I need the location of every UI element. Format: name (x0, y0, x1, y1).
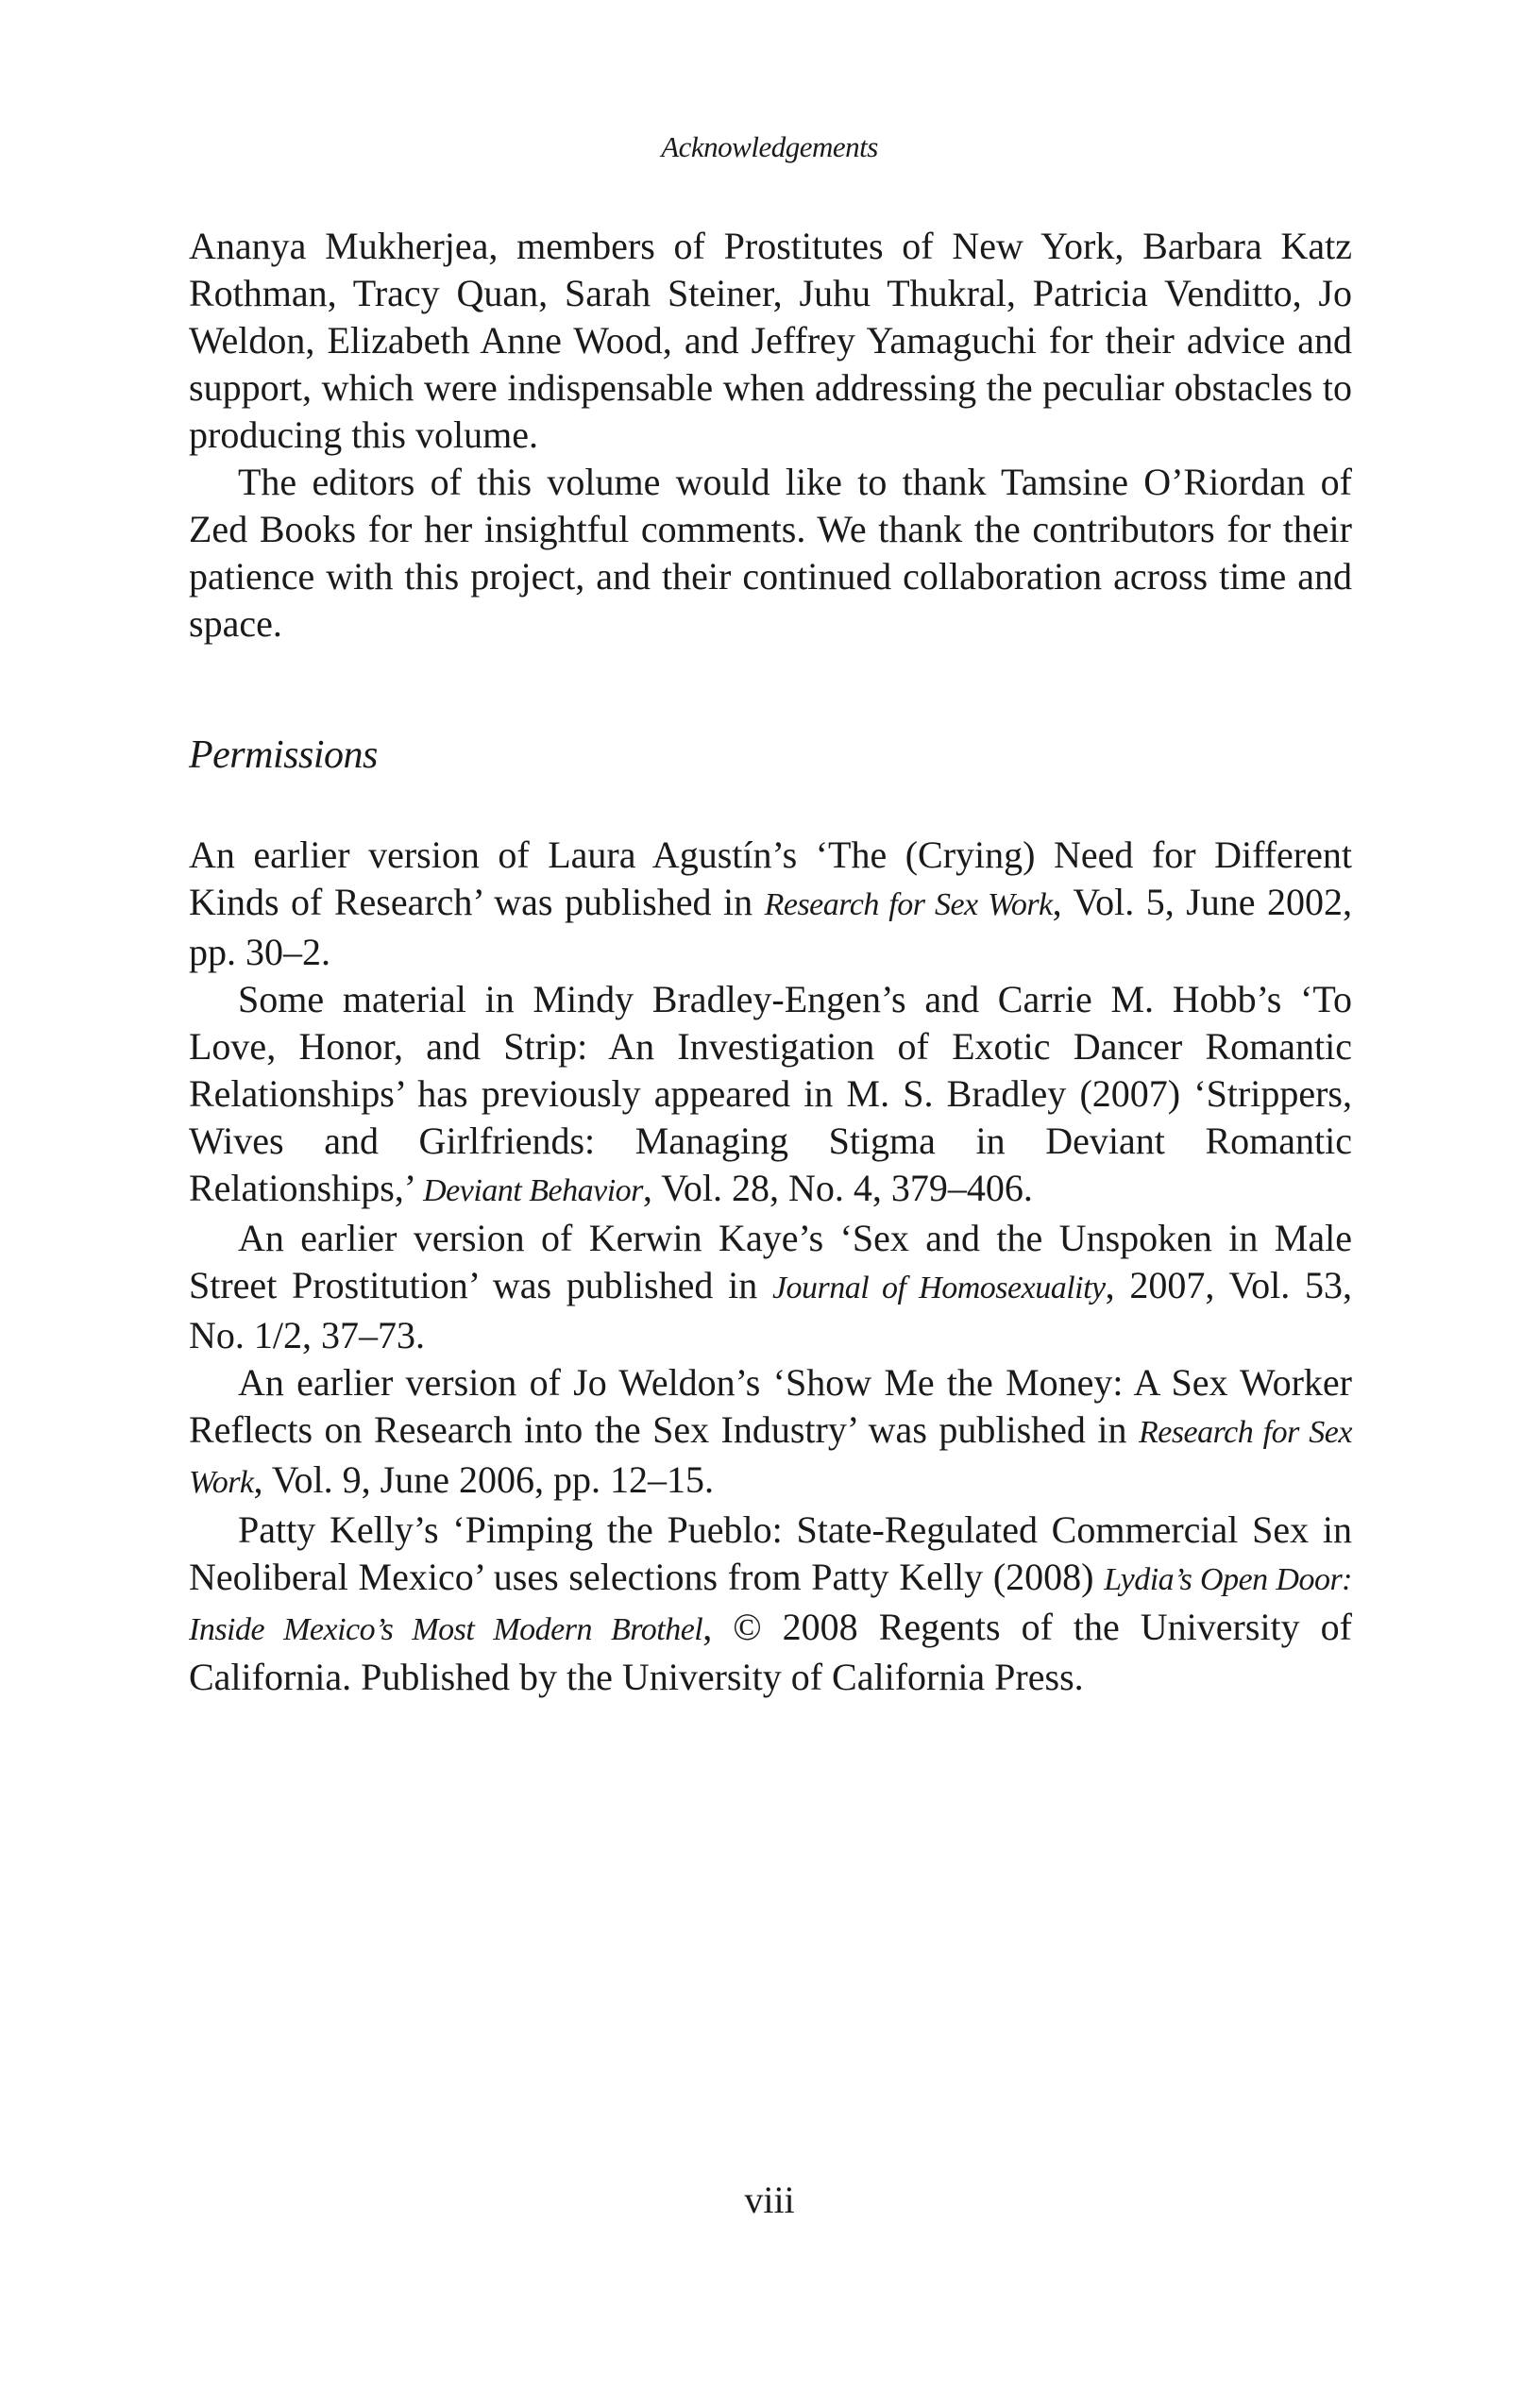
publication-title: Research for Sex Work (189, 1415, 1352, 1500)
running-head: Acknowledgements (661, 130, 878, 163)
permission-text: , Vol. 28, No. 4, 379–406. (642, 1167, 1033, 1209)
acknowledgements-paragraph: The editors of this volume would like to thank Tamsine O’Riordan of Zed Books for her insightful comments. We thank the contributors for their patience with this project, and their continued collaboration across time and space. (189, 461, 1352, 645)
publication-title: Deviant Behavior (423, 1173, 643, 1208)
permission-paragraph (189, 1507, 1352, 1701)
permission-text: , 2007, Vol. 53, No. 1/2, 37–73. (189, 1264, 1353, 1356)
permission-text: , © 2008 Regents of the University of California. Published by the University of California Press. (189, 1606, 1353, 1698)
page-number: viii (744, 2179, 795, 2221)
permission-paragraph (189, 832, 1352, 976)
publication-title: Research for Sex Work (764, 887, 1053, 922)
permission-text: An earlier version of Kerwin Kaye’s ‘Sex and the Unspoken in Male Street Prostitution’ was published in (189, 1217, 1352, 1306)
acknowledgements-text (189, 223, 1352, 648)
permission-text: , Vol. 5, June 2002, pp. 30–2. (189, 881, 1353, 973)
section-heading-permissions: Permissions (189, 733, 378, 777)
permission-paragraph (189, 1359, 1352, 1507)
permission-text: Some material in Mindy Bradley-Engen’s and Carrie M. Hobb’s ‘To Love, Honor, and Strip: An Investigation of Exotic Dancer Romantic Relationships’ has previously appeared in M. S. Bradley (2007) ‘Strippers, Wives and Girlfriends: Managing Stigma in Deviant Romantic Relationships,’ (189, 978, 1352, 1209)
publication-title: Journal of Homosexuality (771, 1271, 1106, 1305)
permission-text: , Vol. 9, June 2006, pp. 12–15. (253, 1458, 714, 1501)
permission-text: An earlier version of Jo Weldon’s ‘Show Me the Money: A Sex Worker Reflects on Research into the Sex Industry’ was published in (189, 1361, 1352, 1451)
permission-text: Patty Kelly’s ‘Pimping the Pueblo: State-Regulated Commercial Sex in Neoliberal Mexico’ uses selections from Patty Kelly (2008) (189, 1508, 1352, 1598)
permission-paragraph (189, 1215, 1352, 1359)
permissions-text (189, 832, 1352, 1701)
publication-title: Lydia’s Open Door: Inside Mexico’s Most Modern Brothel (189, 1562, 1352, 1647)
permission-text: An earlier version of Laura Agustín’s ‘The (Crying) Need for Different Kinds of Research’ was published in (189, 834, 1352, 923)
acknowledgements-paragraph: Ananya Mukherjea, members of Prostitutes of New York, Barbara Katz Rothman, Tracy Quan, Sarah Steiner, Juhu Thukral, Patricia Venditto, Jo Weldon, Elizabeth Anne Wood, and Jeffrey Yamaguchi for their advice and support, which were indispensable when addressing the peculiar obstacles to producing this volume. (189, 225, 1352, 456)
permission-paragraph (189, 976, 1352, 1215)
